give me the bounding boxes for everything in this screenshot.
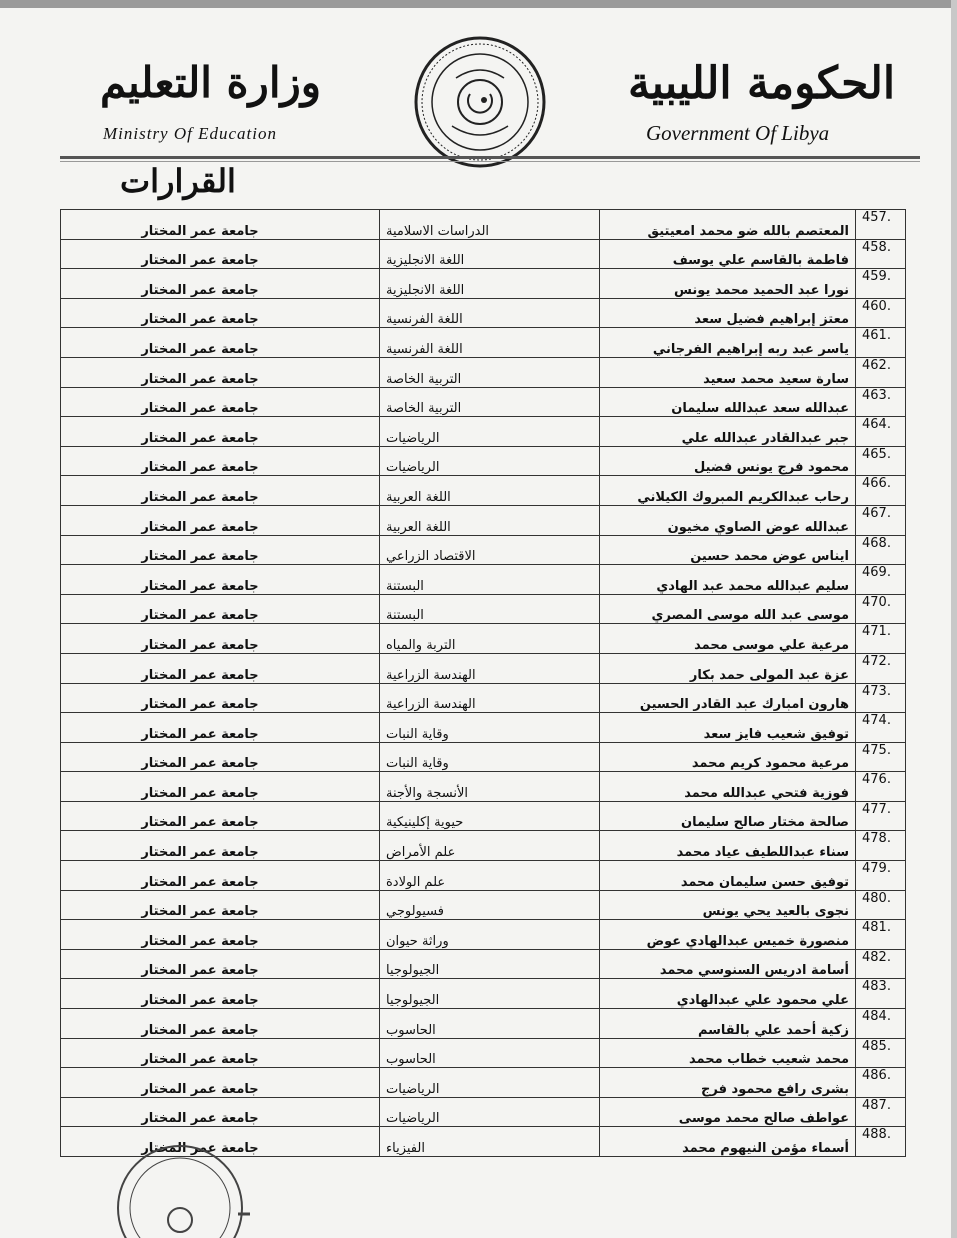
person-name-cell-text: بشرى رافع محمود فرج: [701, 1081, 849, 1097]
row-number-cell-text: 487.: [862, 1097, 891, 1113]
person-name-cell-text: محمد شعيب خطاب محمد: [688, 1052, 849, 1068]
row-number-cell-text: 466.: [862, 476, 891, 492]
person-name-cell-text: توفيق شعيب فايز سعد: [703, 726, 849, 742]
department-cell-text: الجيولوجيا: [386, 963, 440, 979]
department-cell-text: التربية الخاصة: [386, 371, 462, 387]
department-cell-text: الرياضيات: [386, 1081, 440, 1097]
table-row: [61, 713, 906, 743]
university-cell: [61, 535, 380, 565]
person-name-cell: [600, 1127, 856, 1157]
person-name-cell: [600, 565, 856, 595]
table-row: [61, 831, 906, 861]
university-cell: [61, 239, 380, 269]
university-cell: [61, 653, 380, 683]
person-name-cell-text: جبر عبدالقادر عبدالله علي: [681, 430, 849, 446]
person-name-cell-text: نورا عبد الحميد محمد يونس: [674, 282, 849, 298]
department-cell-text: الرياضيات: [386, 430, 440, 446]
person-name-cell: [600, 1038, 856, 1068]
row-number-cell-text: 457.: [862, 210, 891, 225]
department-cell: [380, 949, 600, 979]
department-cell-text: الأنسجة والأجنة: [386, 785, 468, 801]
university-cell-text: جامعة عمر المختار: [141, 697, 259, 713]
row-number-cell-text: 463.: [862, 387, 891, 403]
row-number-cell-text: 460.: [862, 298, 891, 314]
row-number-cell: [856, 1097, 906, 1127]
person-name-cell: [600, 210, 856, 240]
person-name-cell: [600, 298, 856, 328]
row-number-cell: [856, 801, 906, 831]
table-row: [61, 417, 906, 447]
row-number-cell: [856, 831, 906, 861]
university-cell-text: جامعة عمر المختار: [141, 312, 259, 328]
university-cell: [61, 742, 380, 772]
table-row: [61, 890, 906, 920]
university-cell-text: جامعة عمر المختار: [141, 963, 259, 979]
person-name-cell-text: توفيق حسن سليمان محمد: [680, 874, 849, 890]
government-title-arabic: الحكومة الليبية: [628, 58, 896, 109]
person-name-cell-text: فوزية فتحي عبدالله محمد: [684, 785, 849, 801]
government-stamp-icon: [110, 1128, 250, 1238]
table-row: [61, 1097, 906, 1127]
row-number-cell: [856, 1009, 906, 1039]
university-cell-text: جامعة عمر المختار: [141, 549, 259, 565]
person-name-cell: [600, 446, 856, 476]
department-cell: [380, 801, 600, 831]
university-cell: [61, 772, 380, 802]
table-row: [61, 772, 906, 802]
row-number-cell-text: 479.: [862, 861, 891, 877]
department-cell-text: علم الولادة: [386, 874, 446, 890]
table-row: [61, 742, 906, 772]
department-cell-text: علم الأمراض: [386, 845, 456, 861]
department-cell-text: التربة والمياه: [386, 637, 456, 653]
university-cell: [61, 446, 380, 476]
university-cell: [61, 505, 380, 535]
table-row: [61, 565, 906, 595]
table-row: [61, 387, 906, 417]
row-number-cell-text: 470.: [862, 594, 891, 610]
department-cell-text: الفيزياء: [386, 1141, 425, 1156]
row-number-cell: [856, 535, 906, 565]
header-divider: [60, 156, 920, 159]
row-number-cell: [856, 357, 906, 387]
department-cell: [380, 417, 600, 447]
department-cell-text: فسيولوجي: [386, 904, 444, 920]
person-name-cell: [600, 1009, 856, 1039]
department-cell-text: الرياضيات: [386, 460, 440, 476]
person-name-cell: [600, 535, 856, 565]
row-number-cell: [856, 624, 906, 654]
university-cell: [61, 683, 380, 713]
university-cell: [61, 594, 380, 624]
department-cell: [380, 1068, 600, 1098]
university-cell-text: جامعة عمر المختار: [141, 253, 259, 269]
row-number-cell: [856, 210, 906, 240]
person-name-cell: [600, 742, 856, 772]
person-name-cell-text: سليم عبدالله محمد عبد الهادي: [656, 578, 849, 594]
row-number-cell: [856, 979, 906, 1009]
table-row: [61, 920, 906, 950]
person-name-cell: [600, 1068, 856, 1098]
row-number-cell-text: 481.: [862, 920, 891, 936]
row-number-cell-text: 486.: [862, 1068, 891, 1084]
person-name-cell: [600, 505, 856, 535]
scan-right-edge: [951, 0, 957, 1238]
person-name-cell: [600, 861, 856, 891]
row-number-cell-text: 488.: [862, 1127, 891, 1143]
table-row: [61, 653, 906, 683]
table-row: [61, 624, 906, 654]
department-cell: [380, 683, 600, 713]
university-cell: [61, 831, 380, 861]
department-cell: [380, 920, 600, 950]
row-number-cell-text: 464.: [862, 417, 891, 433]
university-cell: [61, 713, 380, 743]
university-cell-text: جامعة عمر المختار: [141, 933, 259, 949]
department-cell: [380, 890, 600, 920]
person-name-cell: [600, 239, 856, 269]
department-cell: [380, 476, 600, 506]
table-row: [61, 476, 906, 506]
row-number-cell: [856, 476, 906, 506]
person-name-cell: [600, 920, 856, 950]
row-number-cell-text: 469.: [862, 565, 891, 581]
department-cell-text: اللغة الفرنسية: [386, 312, 463, 328]
row-number-cell: [856, 772, 906, 802]
department-cell: [380, 269, 600, 299]
person-name-cell-text: محمود فرج يونس فضيل: [693, 460, 849, 476]
table-row: [61, 328, 906, 358]
ministry-title-arabic: وزارة التعليم: [100, 58, 322, 107]
university-cell-text: جامعة عمر المختار: [141, 1111, 259, 1127]
department-cell-text: اللغة العربية: [386, 519, 451, 535]
person-name-cell-text: هارون امبارك عبد القادر الحسين: [639, 697, 849, 713]
row-number-cell: [856, 1038, 906, 1068]
table-row: [61, 505, 906, 535]
department-cell: [380, 772, 600, 802]
university-cell: [61, 979, 380, 1009]
university-cell: [61, 328, 380, 358]
person-name-cell-text: مرعية محمود كريم محمد: [691, 756, 849, 772]
university-cell: [61, 1097, 380, 1127]
department-cell-text: الهندسة الزراعية: [386, 697, 476, 713]
university-cell-text: جامعة عمر المختار: [141, 608, 259, 624]
person-name-cell-text: أسماء مؤمن النيهوم محمد: [682, 1141, 849, 1156]
department-cell: [380, 1009, 600, 1039]
row-number-cell: [856, 920, 906, 950]
row-number-cell: [856, 949, 906, 979]
table-row: [61, 979, 906, 1009]
university-cell-text: جامعة عمر المختار: [141, 756, 259, 772]
ministry-title-english: Ministry Of Education: [103, 124, 277, 143]
person-name-cell-text: أسامة ادريس السنوسي محمد: [659, 963, 849, 979]
row-number-cell-text: 467.: [862, 505, 891, 521]
department-cell-text: حيوية إكلينيكية: [386, 815, 464, 831]
person-name-cell: [600, 979, 856, 1009]
department-cell: [380, 1038, 600, 1068]
department-cell-text: وقاية النبات: [386, 756, 449, 772]
row-number-cell-text: 458.: [862, 239, 891, 255]
row-number-cell: [856, 1127, 906, 1157]
row-number-cell-text: 472.: [862, 653, 891, 669]
university-cell: [61, 210, 380, 240]
department-cell-text: الرياضيات: [386, 1111, 440, 1127]
department-cell-text: التربية الخاصة: [386, 401, 462, 417]
row-number-cell-text: 483.: [862, 979, 891, 995]
row-number-cell-text: 476.: [862, 772, 891, 788]
department-cell-text: الحاسوب: [386, 1052, 436, 1068]
row-number-cell: [856, 446, 906, 476]
university-cell-text: جامعة عمر المختار: [141, 460, 259, 476]
university-cell: [61, 890, 380, 920]
person-name-cell: [600, 801, 856, 831]
table-row: [61, 801, 906, 831]
department-cell: [380, 831, 600, 861]
person-name-cell-text: عبدالله عوض الصاوي مخيون: [667, 519, 849, 535]
department-cell: [380, 742, 600, 772]
person-name-cell-text: نجوى بالعيد يحي يونس: [702, 904, 849, 920]
university-cell-text: جامعة عمر المختار: [141, 223, 259, 239]
university-cell-text: جامعة عمر المختار: [141, 785, 259, 801]
table-row: [61, 210, 906, 240]
person-name-cell-text: عزة عبد المولى حمد بكار: [689, 667, 849, 683]
person-name-cell: [600, 357, 856, 387]
person-name-cell: [600, 683, 856, 713]
row-number-cell: [856, 653, 906, 683]
university-cell-text: جامعة عمر المختار: [141, 489, 259, 505]
person-name-cell: [600, 624, 856, 654]
university-cell-text: جامعة عمر المختار: [141, 1022, 259, 1038]
person-name-cell-text: موسى عبد الله موسى المصري: [651, 608, 849, 624]
university-cell-text: جامعة عمر المختار: [141, 1141, 259, 1156]
department-cell: [380, 1097, 600, 1127]
department-cell-text: الهندسة الزراعية: [386, 667, 476, 683]
department-cell: [380, 505, 600, 535]
university-cell: [61, 269, 380, 299]
university-cell-text: جامعة عمر المختار: [141, 401, 259, 417]
university-cell-text: جامعة عمر المختار: [141, 1081, 259, 1097]
university-cell: [61, 624, 380, 654]
department-cell: [380, 387, 600, 417]
person-name-cell: [600, 1097, 856, 1127]
table-row: [61, 861, 906, 891]
department-cell-text: الاقتصاد الزراعي: [386, 549, 476, 565]
table-row: [61, 1009, 906, 1039]
row-number-cell: [856, 861, 906, 891]
table-row: [61, 535, 906, 565]
department-cell: [380, 624, 600, 654]
row-number-cell: [856, 890, 906, 920]
department-cell: [380, 979, 600, 1009]
department-cell-text: الحاسوب: [386, 1022, 436, 1038]
university-cell-text: جامعة عمر المختار: [141, 637, 259, 653]
university-cell-text: جامعة عمر المختار: [141, 519, 259, 535]
department-cell: [380, 713, 600, 743]
person-name-cell: [600, 417, 856, 447]
department-cell: [380, 357, 600, 387]
row-number-cell: [856, 328, 906, 358]
row-number-cell-text: 485.: [862, 1038, 891, 1054]
person-name-cell-text: منصورة خميس عبدالهادي عوض: [646, 933, 849, 949]
table-row: [61, 239, 906, 269]
row-number-cell-text: 461.: [862, 328, 891, 344]
university-cell: [61, 1068, 380, 1098]
row-number-cell: [856, 298, 906, 328]
department-cell-text: البستنة: [386, 608, 424, 624]
university-cell: [61, 298, 380, 328]
table-row: [61, 446, 906, 476]
table-row: [61, 683, 906, 713]
university-cell: [61, 357, 380, 387]
university-cell-text: جامعة عمر المختار: [141, 430, 259, 446]
person-name-cell: [600, 328, 856, 358]
person-name-cell-text: سارة سعيد محمد سعيد: [703, 371, 849, 387]
university-cell-text: جامعة عمر المختار: [141, 341, 259, 357]
person-name-cell-text: معتز إبراهيم فضيل سعد: [694, 312, 849, 328]
table-row: [61, 1068, 906, 1098]
department-cell-text: الدراسات الاسلامية: [386, 223, 490, 239]
department-cell: [380, 239, 600, 269]
university-cell-text: جامعة عمر المختار: [141, 578, 259, 594]
scan-top-edge: [0, 0, 957, 8]
person-name-cell: [600, 713, 856, 743]
university-cell-text: جامعة عمر المختار: [141, 904, 259, 920]
department-cell: [380, 565, 600, 595]
decisions-table: [60, 209, 906, 1157]
university-cell: [61, 949, 380, 979]
person-name-cell-text: المعتصم بالله ضو محمد امعيتيق: [647, 223, 849, 239]
department-cell-text: اللغة الفرنسية: [386, 341, 463, 357]
row-number-cell: [856, 1068, 906, 1098]
table-row: [61, 594, 906, 624]
person-name-cell-text: علي محمود علي عبدالهادي: [676, 993, 849, 1009]
row-number-cell-text: 468.: [862, 535, 891, 551]
table-row: [61, 949, 906, 979]
university-cell-text: جامعة عمر المختار: [141, 1052, 259, 1068]
person-name-cell-text: ايناس عوض محمد حسين: [690, 549, 849, 565]
department-cell: [380, 446, 600, 476]
department-cell-text: اللغة الانجليزية: [386, 253, 465, 269]
row-number-cell-text: 482.: [862, 949, 891, 965]
department-cell-text: اللغة الانجليزية: [386, 282, 465, 298]
university-cell-text: جامعة عمر المختار: [141, 815, 259, 831]
person-name-cell: [600, 476, 856, 506]
row-number-cell: [856, 239, 906, 269]
person-name-cell-text: ياسر عبد ربه إبراهيم الفرجاني: [652, 341, 849, 357]
row-number-cell: [856, 269, 906, 299]
person-name-cell: [600, 890, 856, 920]
person-name-cell-text: مرعية علي موسى محمد: [694, 637, 849, 653]
university-cell-text: جامعة عمر المختار: [141, 371, 259, 387]
department-cell: [380, 298, 600, 328]
university-cell: [61, 861, 380, 891]
department-cell-text: وقاية النبات: [386, 726, 449, 742]
person-name-cell-text: عبدالله سعد عبدالله سليمان: [671, 401, 849, 417]
person-name-cell-text: سناء عبداللطيف عياد محمد: [676, 845, 849, 861]
university-cell-text: جامعة عمر المختار: [141, 282, 259, 298]
department-cell-text: وراثة حيوان: [386, 933, 449, 949]
table-row: [61, 357, 906, 387]
row-number-cell-text: 480.: [862, 890, 891, 906]
person-name-cell-text: صالحة مختار صالح سليمان: [680, 815, 849, 831]
university-cell: [61, 1009, 380, 1039]
person-name-cell: [600, 831, 856, 861]
row-number-cell: [856, 505, 906, 535]
department-cell: [380, 861, 600, 891]
university-cell: [61, 387, 380, 417]
university-cell-text: جامعة عمر المختار: [141, 993, 259, 1009]
row-number-cell-text: 459.: [862, 269, 891, 285]
person-name-cell: [600, 269, 856, 299]
university-cell: [61, 476, 380, 506]
department-cell: [380, 1127, 600, 1157]
row-number-cell-text: 474.: [862, 713, 891, 729]
table-row: [61, 269, 906, 299]
person-name-cell: [600, 653, 856, 683]
row-number-cell: [856, 417, 906, 447]
person-name-cell-text: فاطمة بالقاسم علي يوسف: [672, 253, 849, 269]
row-number-cell: [856, 565, 906, 595]
department-cell-text: الجيولوجيا: [386, 993, 440, 1009]
section-title: القرارات: [120, 162, 236, 200]
person-name-cell-text: زكية أحمد علي بالقاسم: [697, 1022, 849, 1038]
university-cell: [61, 801, 380, 831]
department-cell: [380, 535, 600, 565]
person-name-cell-text: عواطف صالح محمد موسى: [678, 1111, 849, 1127]
row-number-cell-text: 475.: [862, 742, 891, 758]
department-cell: [380, 653, 600, 683]
row-number-cell-text: 462.: [862, 357, 891, 373]
university-cell: [61, 417, 380, 447]
university-cell-text: جامعة عمر المختار: [141, 726, 259, 742]
university-cell: [61, 1038, 380, 1068]
row-number-cell-text: 484.: [862, 1009, 891, 1025]
department-cell-text: اللغة العربية: [386, 489, 451, 505]
person-name-cell: [600, 387, 856, 417]
row-number-cell: [856, 713, 906, 743]
government-seal-icon: [412, 34, 548, 170]
row-number-cell: [856, 742, 906, 772]
row-number-cell: [856, 683, 906, 713]
row-number-cell-text: 473.: [862, 683, 891, 699]
person-name-cell-text: رحاب عبدالكريم المبروك الكيلاني: [637, 489, 849, 505]
department-cell: [380, 594, 600, 624]
table-row: [61, 1038, 906, 1068]
table-row: [61, 298, 906, 328]
row-number-cell-text: 465.: [862, 446, 891, 462]
department-cell: [380, 210, 600, 240]
person-name-cell: [600, 772, 856, 802]
row-number-cell-text: 477.: [862, 801, 891, 817]
university-cell: [61, 565, 380, 595]
person-name-cell: [600, 949, 856, 979]
university-cell-text: جامعة عمر المختار: [141, 874, 259, 890]
university-cell: [61, 920, 380, 950]
row-number-cell: [856, 594, 906, 624]
row-number-cell-text: 471.: [862, 624, 891, 640]
department-cell: [380, 328, 600, 358]
university-cell-text: جامعة عمر المختار: [141, 667, 259, 683]
university-cell-text: جامعة عمر المختار: [141, 845, 259, 861]
department-cell-text: البستنة: [386, 578, 424, 594]
row-number-cell-text: 478.: [862, 831, 891, 847]
person-name-cell: [600, 594, 856, 624]
row-number-cell: [856, 387, 906, 417]
government-title-english: Government Of Libya: [646, 121, 830, 145]
